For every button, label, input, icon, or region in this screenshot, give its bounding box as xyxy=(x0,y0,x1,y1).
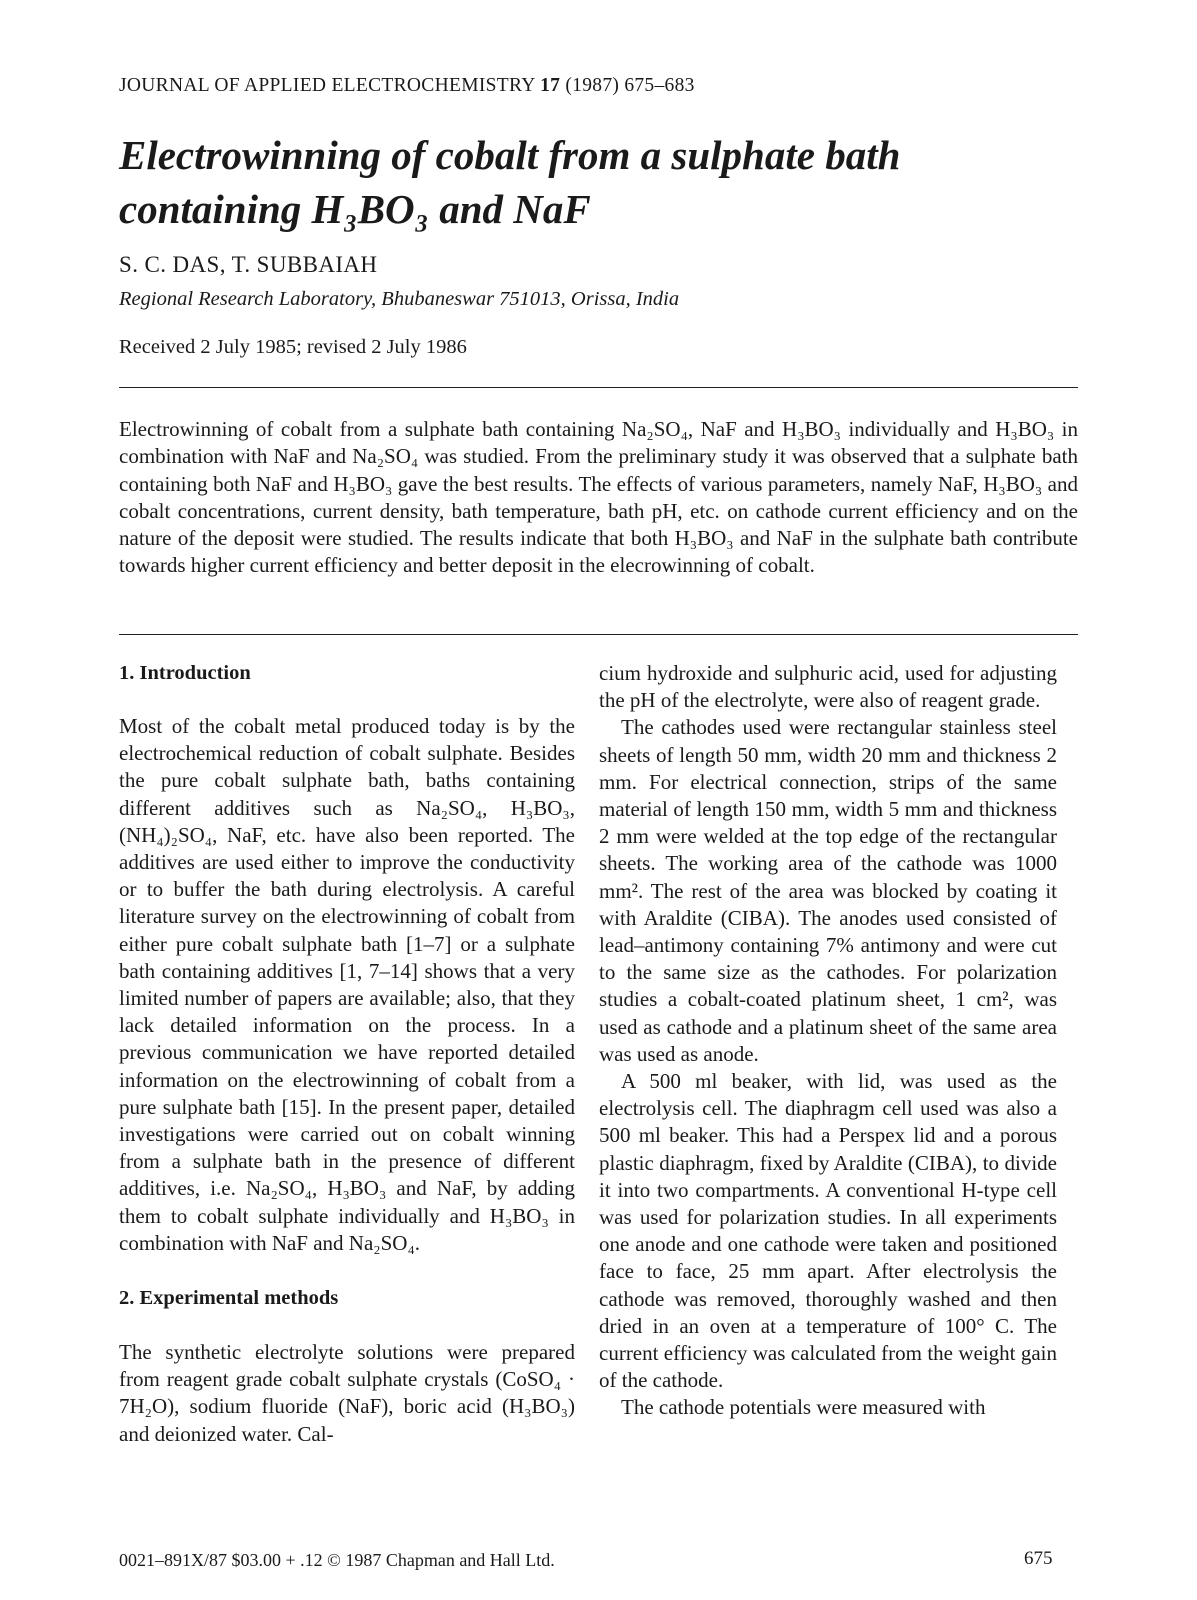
footer-copyright: 0021–891X/87 $03.00 + .12 © 1987 Chapman and Hall Ltd. xyxy=(119,1550,555,1570)
journal-name: JOURNAL OF APPLIED ELECTROCHEMISTRY xyxy=(119,75,535,96)
authors: S. C. DAS, T. SUBBAIAH xyxy=(119,252,378,277)
left-column xyxy=(119,660,575,1448)
journal-year-pages: (1987) 675–683 xyxy=(565,75,695,96)
journal-header xyxy=(119,75,695,97)
abstract: Electrowinning of cobalt from a sulphate bath containing Na₂SO₄, NaF and H₃BO₃ individually and H₃BO₃ in combination with NaF and Na₂SO₄ was studied. From the preliminary study it was observed that a sulphate bath containing both NaF and H₃BO₃ gave the best results. The effects of various parameters, namely NaF, H₃BO₃ and cobalt concentrations, current density, bath temperature, bath pH, etc. on cathode current efficiency and on the nature of the deposit were studied. The results indicate that both H₃BO₃ and NaF in the sulphate bath contribute towards higher current efficiency and better deposit in the elecrowinning of cobalt. xyxy=(119,417,1078,578)
experimental-paragraph-3: A 500 ml beaker, with lid, was used as the electrolysis cell. The diaphragm cell used was also a 500 ml beaker. This had a Perspex lid and a porous plastic diaphragm, fixed by Araldite (CIBA), to divide it into two compartments. A conventional H-type cell was used for polarization studies. In all experiments one anode and one cathode were taken and positioned face to face, 25 mm apart. After electrolysis the cathode was removed, thoroughly washed and then dried in an oven at a temperature of 100° C. The current efficiency was calculated from the weight gain of the cathode. xyxy=(599,1069,1057,1393)
experimental-paragraph-4: The cathode potentials were measured with xyxy=(621,1395,986,1420)
section-heading-experimental: 2. Experimental methods xyxy=(119,1287,339,1310)
paper-title xyxy=(119,128,1079,236)
affiliation: Regional Research Laboratory, Bhubaneswar 751013, Orissa, India xyxy=(119,288,680,310)
title-line-1: Electrowinning of cobalt from a sulphate bath xyxy=(119,132,901,178)
right-column xyxy=(599,660,1057,1422)
experimental-paragraph-1: The synthetic electrolyte solutions were prepared from reagent grade cobalt sulphate crystals (CoSO₄ · 7H₂O), sodium fluoride (NaF), boric acid (H₃BO₃) and deionized water. Cal- xyxy=(119,1340,575,1446)
introduction-paragraph: Most of the cobalt metal produced today is by the electrochemical reduction of cobalt sulphate. Besides the pure cobalt sulphate bath, baths containing different additives such as Na₂SO₄, H₃BO₃, (NH₄)₂SO₄, NaF, etc. have also been reported. The additives are used either to improve the conductivity or to buffer the bath during electrolysis. A careful literature survey on the electrowinning of cobalt from either pure cobalt sulphate bath [1–7] or a sulphate bath containing additives [1, 7–14] shows that a very limited number of papers are available; also, that they lack detailed information on the process. In a previous communication we have reported detailed information on the electrowinning of cobalt from a pure sulphate bath [15]. In the present paper, detailed investigations were carried out on cobalt winning from a sulphate bath in the presence of different additives, i.e. Na₂SO₄, H₃BO₃ and NaF, by adding them to cobalt sulphate individually and H₃BO₃ in combination with NaF and Na₂SO₄. xyxy=(119,714,575,1255)
received-dates: Received 2 July 1985; revised 2 July 1986 xyxy=(119,336,467,358)
experimental-paragraph-1-continued: cium hydroxide and sulphuric acid, used for adjusting the pH of the electrolyte, were also of reagent grade. xyxy=(599,661,1057,713)
title-line-2: containing H₃BO₃ and NaF xyxy=(119,186,591,232)
journal-volume: 17 xyxy=(540,75,561,96)
section-heading-introduction: 1. Introduction xyxy=(119,662,251,684)
divider-bottom xyxy=(119,634,1078,635)
divider-top xyxy=(119,387,1078,388)
experimental-paragraph-2: The cathodes used were rectangular stainless steel sheets of length 50 mm, width 20 mm and thickness 2 mm. For electrical connection, strips of the same material of length 150 mm, width 5 mm and thickness 2 mm were welded at the top edge of the rectangular sheets. The working area of the cathode was 1000 mm². The rest of the area was blocked by coating it with Araldite (CIBA). The anodes used consisted of lead–antimony containing 7% antimony and were cut to the same size as the cathodes. For polarization studies a cobalt-coated platinum sheet, 1 cm², was used as cathode and a platinum sheet of the same area was used as anode. xyxy=(599,715,1057,1066)
page-number: 675 xyxy=(1024,1548,1053,1569)
